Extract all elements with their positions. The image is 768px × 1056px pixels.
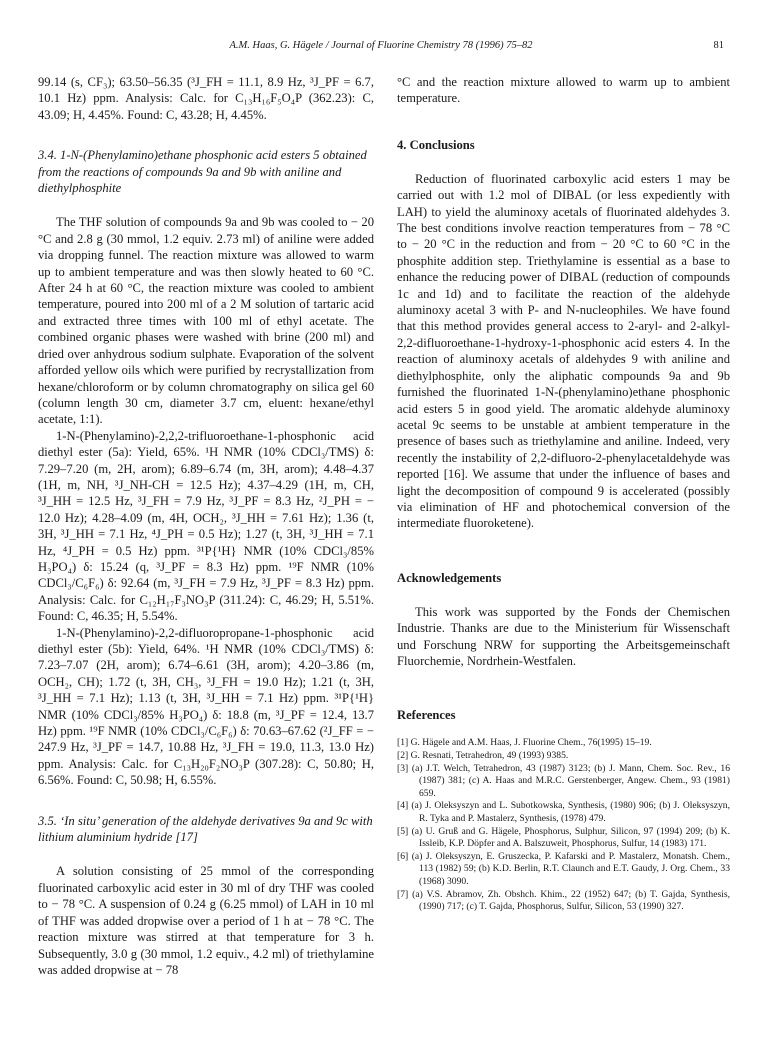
section-3-4-heading: 3.4. 1-N-(Phenylamino)ethane phosphonic acid esters 5 obtained from the reactions of compounds 9a and 9b with aniline and diethylphosphite: [38, 148, 367, 196]
reference-item: [6] (a) J. Oleksyszyn, E. Gruszecka, P. Kafarski and P. Mastalerz, Monatsh. Chem., 113 (1982) 59; (b) K.D. Berlin, R.T. Claunch and E.T. Gaudy, J. Org. Chem., 33 (1968) 3090.: [397, 850, 730, 887]
reference-item: [3] (a) J.T. Welch, Tetrahedron, 43 (1987) 3123; (b) J. Mann, Chem. Soc. Rev., 16 (1987) 381; (c) A. Haas and M.R.C. Gerstenberger, Angew. Chem., 93 (1981) 659.: [397, 762, 730, 799]
conclusions-heading: 4. Conclusions: [397, 137, 475, 152]
reference-item: [2] G. Resnati, Tetrahedron, 49 (1993) 9385.: [397, 749, 569, 761]
references-heading: References: [397, 708, 456, 723]
paragraph-conclusions: Reduction of fluorinated carboxylic acid esters 1 may be carried out with 1.2 mol of DIBAL (or less expediently with LAH) to yield the aluminoxy acetals of fluorinated aldehydes 3. The best conditions involve reaction temperatures from − 78 °C to − 20 °C in the reduction and from − 20 °C to 60 °C in the phosphite addition step. Triethylamine is essential as a base to enhance the reducing power of DIBAL (reduction of compounds 1c and 1d) and to facilitate the reaction of the aldehyde aluminoxy acetal 3 with P- and N-nucleophiles. We have found that this method provides general access to 2-aryl- and 2-alkyl-2,2-difluoroethane-1-hydroxy-1-phosphonic acid esters 4. In the reaction of aluminoxy acetals of aldehydes 9 with aniline and diethylphosphite, only the aliphatic compounds 9a and 9b furnished the fluorinated 1-N-(phenylamino)ethane phosphonic acid esters 5 in good yield. The aromatic aldehyde aluminoxy acetal 9c seems to be unstable at ambient temperature in the presence of bases such as triethylamine and aniline. Indeed, very recently the instability of 2,2-difluoro-2-phenylacetaldehyde was reported [16]. We assume that under the influence of bases and light the decomposition of compound 9 is accelerated (possibly via elimination of HF and photochemical conversion of the intermediate fluoroketene).: [397, 171, 730, 531]
paragraph-section-3-4: The THF solution of compounds 9a and 9b was cooled to − 20 °C and 2.8 g (30 mmol, 1.2 equiv. 2.73 ml) of aniline were added via dropping funnel. The reaction mixture was allowed to warm up to ambient temperature and was then slowly heated to 60 °C. After 24 h at 60 °C, the reaction mixture was cooled to ambient temperature, poured into 200 ml of a 2 M solution of tartaric acid and extracted three times with 100 ml of ethyl acetate. The combined organic phases were washed with brine (200 ml) and dried over anhydrous sodium sulphate. Evaporation of the solvent afforded yellow oils which were purified by recrystallization from hexane/chloroform or by column chromatography on silica gel 60 (column length 30 cm, diameter 3.7 cm, eluent: hexane/ethyl acetate, 1:1).: [38, 215, 374, 427]
paragraph-continued: °C and the reaction mixture allowed to warm up to ambient temperature.: [397, 75, 730, 106]
acknowledgements-heading: Acknowledgements: [397, 570, 502, 585]
reference-item: [4] (a) J. Oleksyszyn and L. Subotkowska, Synthesis, (1980) 906; (b) J. Oleksyszyn, R. Tyka and P. Mastalerz, Synthesis, (1978) 479.: [397, 800, 730, 824]
reference-item: [7] (a) V.S. Abramov, Zh. Obshch. Khim., 22 (1952) 647; (b) T. Gajda, Synthesis, (1990) 717; (c) T. Gajda, Phosphorus, Sulfur, Silicon, 53 (1990) 327.: [397, 888, 730, 913]
reference-item: [5] (a) U. Gruß and G. Hägele, Phosphorus, Sulphur, Silicon, 97 (1994) 209; (b) K. Issleib, K.P. Döpfer and A. Balszuweit, Phosphorus, Sulfur, 14 (1983) 171.: [397, 825, 730, 850]
left-column: [38, 74, 374, 978]
running-title: A.M. Haas, G. Hägele / Journal of Fluorine Chemistry 78 (1996) 75–82: [229, 40, 533, 51]
right-column: [397, 74, 730, 914]
running-header: [38, 40, 724, 56]
paragraph-compound-5a: 1-N-(Phenylamino)-2,2,2-trifluoroethane-1-phosphonic acid diethyl ester (5a): Yield, 65%. ¹H NMR (10% CDCl₃/TMS) δ: 7.29–7.20 (m, 2H, arom); 6.89–6.74 (m, 3H, arom); 4.48–4.37 (1H, m, NH, ³J_NH-CH = 12.5 Hz); 4.37–4.29 (1H, m, CH, ³J_HH = 12.5 Hz, ³J_FH = 7.9 Hz, ³J_PF = 8.3 Hz, ²J_PH = − 12.0 Hz); 4.28–4.09 (m, 4H, OCH₂, ³J_HH = 7.61 Hz); 1.36 (t, 3H, ³J_HH = 7.1 Hz, ⁴J_PH = 0.5 Hz); 1.27 (t, 3H, ³J_HH = 7.1 Hz, ⁴J_PH = 0.5 Hz) ppm. ³¹P{¹H} NMR (10% CDCl₃/85% H₃PO₄) δ: 15.24 (q, ³J_PF = 8.3 Hz) ppm. ¹⁹F NMR (10% CDCl₃/C₆F₆) δ: 92.64 (m, ³J_FH = 7.9 Hz, ³J_PF = 8.3 Hz) ppm. Analysis: Calc. for C₁₂H₁₇F₃NO₃P (311.24): C, 46.29; H, 5.51%. Found: C, 46.35; H, 5.54%.: [38, 428, 374, 624]
section-3-5-heading: 3.5. ‘In situ’ generation of the aldehyde derivatives 9a and 9c with lithium aluminium hydride [17]: [38, 813, 373, 845]
reference-item: [1] G. Hägele and A.M. Haas, J. Fluorine Chem., 76(1995) 15–19.: [397, 737, 652, 749]
paragraph-analysis-continued: 99.14 (s, CF₃); 63.50–56.35 (³J_FH = 11.1, 8.9 Hz, ³J_PF = 6.7, 10.1 Hz) ppm. Analysis: Calc. for C₁₃H₁₆F₅O₄P (362.23): C, 43.09; H, 4.45%. Found: C, 43.28; H, 4.45%.: [38, 75, 374, 122]
paragraph-compound-5b: 1-N-(Phenylamino)-2,2-difluoropropane-1-phosphonic acid diethyl ester (5b): Yield, 64%. ¹H NMR (10% CDCl₃/TMS) δ: 7.23–7.07 (2H, arom); 6.74–6.61 (3H, arom); 4.20–3.86 (m, OCH₂, CH); 1.72 (t, 3H, CH₃, ³J_FH = 19.0 Hz); 1.21 (t, 3H, ³J_HH = 7.1 Hz); 1.13 (t, 3H, ³J_HH = 7.1 Hz) ppm. ³¹P{¹H} NMR (10% CDCl₃/85% H₃PO₄) δ: 18.8 (m, ³J_PF = 12.4, 13.7 Hz) ppm. ¹⁹F NMR (10% CDCl₃/C₆F₆) δ: 70.63–67.62 (²J_FF = − 247.9 Hz, ³J_PF = 14.7, 10.88 Hz, ³J_FH = 19.0, 11.3, 13.0 Hz) ppm. Analysis: Calc. for C₁₃H₂₀F₂NO₃P (307.28): C, 50.80; H, 6.56%. Found: C, 50.98; H, 6.55%.: [38, 625, 374, 788]
paragraph-section-3-5: A solution consisting of 25 mmol of the corresponding fluorinated carboxylic acid ester in 30 ml of dry THF was cooled to − 78 °C. A suspension of 0.24 g (6.25 mmol) of LAH in 10 ml of THF was added dropwise over a period of 1 h at − 78 °C. The reaction mixture was stirred at that temperature for 3 h. Subsequently, 3.0 g (30 mmol, 1.2 equiv., 4.2 ml) of triethylamine was added dropwise at − 78: [38, 864, 374, 977]
page-number: 81: [713, 40, 724, 51]
paragraph-acknowledgements: This work was supported by the Fonds der Chemischen Industrie. Thanks are due to the Ministerium für Wissenschaft und Forschung NRW for supporting the Arbeitsgemeinschaft Fluorchemie, Nordrhein-Westfalen.: [397, 604, 730, 668]
reference-list: [397, 737, 730, 913]
